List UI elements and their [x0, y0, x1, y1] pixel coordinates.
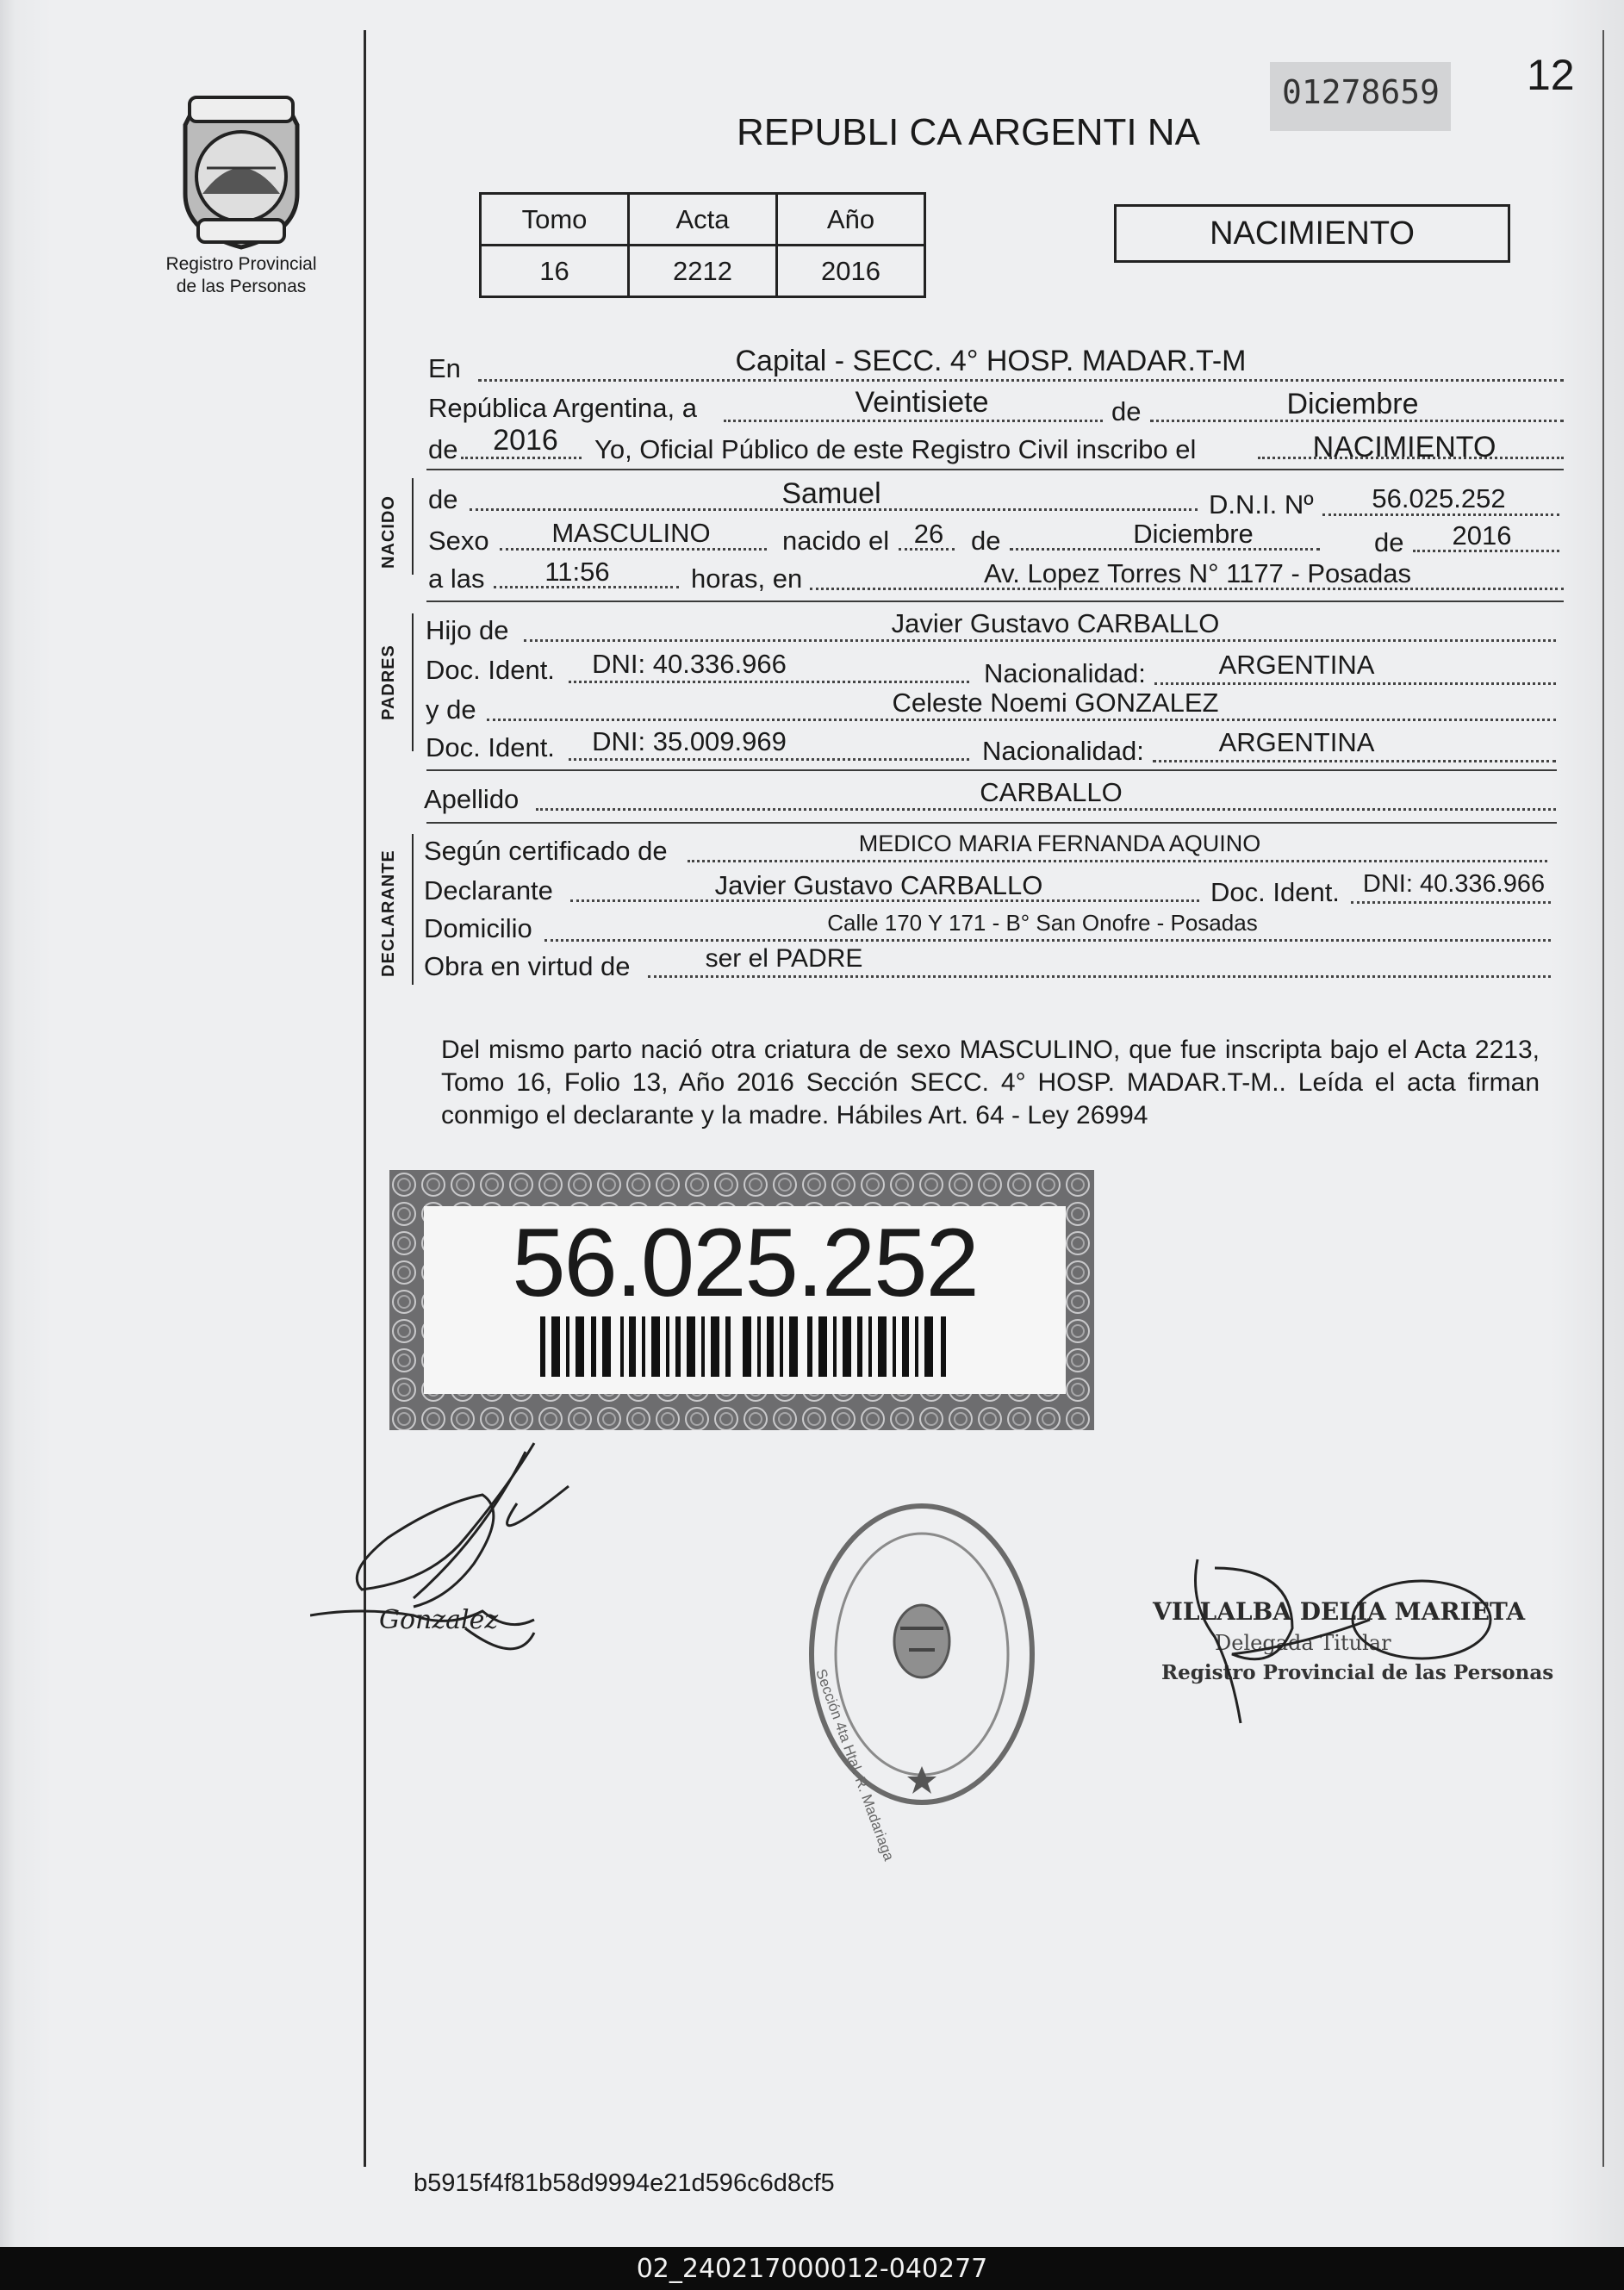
table-header-acta: Acta: [629, 194, 777, 246]
side-label-declarante: DECLARANTE: [379, 849, 398, 977]
divider-3: [426, 769, 1557, 771]
page-number: 12: [1527, 51, 1575, 99]
label-nacido-el: nacido el: [782, 526, 890, 556]
label-nacionalidad-padre: Nacionalidad:: [984, 658, 1146, 688]
delegate-name: VILLALBA DELIA MARIETA: [1153, 1597, 1526, 1626]
document-title: REPUBLI CA ARGENTI NA: [737, 111, 1200, 153]
dots-lugar: [478, 379, 1564, 382]
label-republica: República Argentina, a: [428, 393, 697, 423]
signature-text-left: Gonzalez: [379, 1605, 499, 1635]
table-header-tomo: Tomo: [481, 194, 629, 246]
divider-4: [426, 822, 1557, 824]
dots-declarante-doc: [1351, 901, 1551, 904]
provincia-misiones-logo: [168, 90, 314, 250]
dots-padre-nac: [1154, 682, 1556, 685]
side-label-padres: PADRES: [379, 644, 398, 720]
value-direccion: Av. Lopez Torres N° 1177 - Posadas: [983, 558, 1412, 588]
label-domicilio: Domicilio: [424, 913, 532, 943]
declarante-bracket: [412, 834, 414, 985]
value-madre: Celeste Noemi GONZALEZ: [892, 688, 1219, 718]
signature-delegate: [1180, 1551, 1499, 1732]
tomo-acta-ano-table: [479, 192, 926, 298]
label-apellido: Apellido: [424, 784, 520, 814]
table-value-acta: 2212: [629, 246, 777, 297]
label-declarante: Declarante: [424, 875, 553, 905]
divider-1: [426, 469, 1564, 470]
value-madre-nac: ARGENTINA: [1218, 727, 1375, 757]
document-hash: b5915f4f81b58d9994e21d596c6d8cf5: [414, 2169, 835, 2197]
label-de-mes: de: [1111, 396, 1142, 426]
divider-2: [426, 601, 1564, 602]
table-value-tomo: 16: [481, 246, 629, 297]
dots-apellido: [536, 808, 1556, 811]
value-mes: Diciembre: [1286, 388, 1419, 420]
value-dia: Veintisiete: [855, 386, 989, 419]
label-de-nac-mes: de: [971, 526, 1001, 556]
value-nombre: Samuel: [781, 477, 881, 510]
value-obra: ser el PADRE: [705, 944, 863, 973]
dots-anio: [461, 457, 582, 459]
padres-bracket: [412, 613, 414, 751]
value-certificado: MEDICO MARIA FERNANDA AQUINO: [858, 831, 1261, 856]
label-yo: Yo, Oficial Público de este Registro Civil inscribo el: [594, 434, 1197, 464]
dots-dni: [1322, 513, 1559, 516]
dots-sexo: [500, 548, 767, 551]
registro-round-stamp: [806, 1499, 1038, 1809]
dots-padre: [524, 639, 1556, 642]
label-horas-en: horas, en: [691, 563, 803, 594]
value-padre: Javier Gustavo CARBALLO: [891, 608, 1220, 638]
serial-number: 01278659: [1282, 73, 1440, 111]
value-padre-doc: DNI: 40.336.966: [592, 649, 787, 679]
delegate-org: Registro Provincial de las Personas: [1161, 1661, 1554, 1684]
label-sexo: Sexo: [428, 526, 489, 556]
value-apellido: CARBALLO: [980, 777, 1123, 807]
logo-caption-line2: de las Personas: [176, 277, 307, 296]
value-declarante: Javier Gustavo CARBALLO: [714, 870, 1043, 900]
act-type-box: [1114, 204, 1510, 263]
value-declarante-doc: DNI: 40.336.966: [1362, 870, 1546, 898]
nacido-bracket: [412, 478, 414, 575]
logo-caption-line1: Registro Provincial: [165, 254, 317, 274]
value-lugar: Capital - SECC. 4° HOSP. MADAR.T-M: [735, 345, 1247, 377]
dots-madre: [487, 719, 1556, 721]
signature-gonzalez: [310, 1434, 594, 1684]
value-nac-dia: 26: [913, 519, 944, 549]
scan-footer-id: 02_240217000012-040277: [636, 2254, 988, 2284]
side-label-nacido: NACIDO: [379, 495, 398, 569]
label-de-anio: de: [428, 434, 458, 464]
label-doc-ident-declarante: Doc. Ident.: [1210, 877, 1340, 907]
value-padre-nac: ARGENTINA: [1218, 650, 1375, 680]
table-header-ano: Año: [777, 194, 925, 246]
delegate-role: Delegada Titular: [1215, 1631, 1391, 1655]
label-hijo-de: Hijo de: [426, 615, 509, 645]
dots-obra: [648, 975, 1551, 978]
right-margin-rule: [1602, 30, 1604, 2167]
label-doc-ident-padre: Doc. Ident.: [426, 655, 555, 685]
label-y-de: y de: [426, 694, 476, 725]
dots-padre-doc: [569, 681, 969, 683]
dots-madre-nac: [1153, 760, 1556, 762]
left-margin-rule: [364, 30, 366, 2167]
value-nac-anio: 2016: [1452, 520, 1512, 551]
value-domicilio: Calle 170 Y 171 - B° San Onofre - Posadas: [827, 910, 1258, 936]
dots-domicilio: [544, 939, 1551, 942]
table-value-ano: 2016: [777, 246, 925, 297]
value-tipo: NACIMIENTO: [1312, 431, 1496, 464]
label-obra: Obra en virtud de: [424, 951, 631, 981]
barcode-number: 56.025.252: [512, 1209, 978, 1316]
value-anio: 2016: [493, 424, 558, 457]
dots-certificado: [688, 860, 1547, 862]
label-de-nombre: de: [428, 484, 458, 514]
label-en: En: [428, 353, 461, 383]
value-hora: 11:56: [544, 557, 610, 587]
act-type-label: NACIMIENTO: [1210, 215, 1415, 252]
birth-note-paragraph: Del mismo parto nació otra criatura de sexo MASCULINO, que fue inscripta bajo el Acta 2213, Tomo 16, Folio 13, Año 2016 Sección SECC. 4° HOSP. MADAR.T-M.. Leída el acta firman conmigo el declarante y la madre. Hábiles Art. 64 - Ley 26994: [441, 1036, 1540, 1129]
label-segun: Según certificado de: [424, 836, 668, 866]
value-sexo: MASCULINO: [551, 518, 711, 548]
label-a-las: a las: [428, 563, 485, 594]
value-dni: 56.025.252: [1372, 483, 1506, 513]
label-doc-ident-madre: Doc. Ident.: [426, 732, 555, 762]
dots-dia: [724, 420, 1103, 422]
value-nac-mes: Diciembre: [1133, 519, 1254, 549]
dots-madre-doc: [569, 758, 969, 761]
value-madre-doc: DNI: 35.009.969: [592, 726, 787, 756]
label-nacionalidad-madre: Nacionalidad:: [982, 736, 1144, 766]
label-dni: D.N.I. Nº: [1209, 489, 1314, 520]
label-de-nac-anio: de: [1374, 527, 1404, 557]
